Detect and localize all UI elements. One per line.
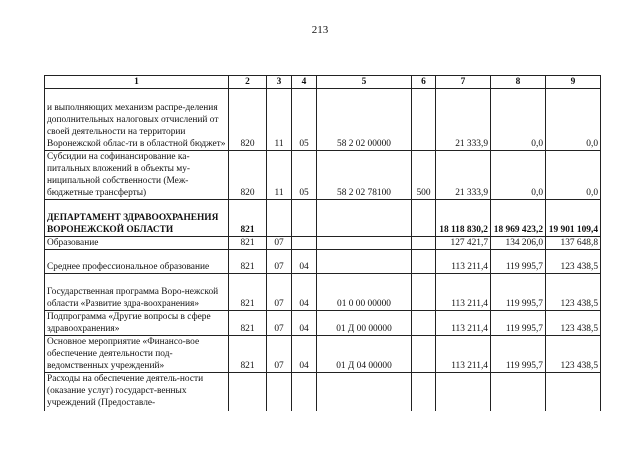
row-vr: [412, 200, 436, 237]
table-row: [45, 89, 601, 151]
table-row: [45, 250, 601, 274]
row-name: Образование: [45, 237, 229, 250]
row-year1: 113 211,4: [436, 336, 491, 373]
row-rz: 07: [267, 250, 292, 274]
row-gr: [229, 373, 267, 411]
row-csr: 58 2 02 78100: [317, 151, 412, 200]
budget-table: [44, 75, 601, 411]
row-csr: 01 Д 04 00000: [317, 336, 412, 373]
header-cell-gr: 2: [229, 76, 267, 89]
header-cell-csr: 5: [317, 76, 412, 89]
row-pr: [292, 373, 317, 411]
row-year2: 119 995,7: [491, 336, 546, 373]
row-year3: 123 438,5: [546, 274, 601, 311]
row-name: Среднее профессиональное образование: [45, 250, 229, 274]
row-year3: [546, 373, 601, 411]
row-year3: 137 648,8: [546, 237, 601, 250]
row-vr: [412, 274, 436, 311]
row-rz: [267, 373, 292, 411]
table-row: [45, 274, 601, 311]
row-year1: 127 421,7: [436, 237, 491, 250]
row-csr: 01 0 00 00000: [317, 274, 412, 311]
row-pr: 04: [292, 336, 317, 373]
row-rz: 07: [267, 311, 292, 336]
row-year3: 123 438,5: [546, 311, 601, 336]
row-name: Подпрограмма «Другие вопросы в сфере здравоохранения»: [45, 311, 229, 336]
row-rz: 07: [267, 237, 292, 250]
row-vr: [412, 336, 436, 373]
row-year1: 18 118 830,2: [436, 200, 491, 237]
header-cell-vr: 6: [412, 76, 436, 89]
row-year3: 0,0: [546, 89, 601, 151]
row-csr: 01 Д 00 00000: [317, 311, 412, 336]
row-year2: 18 969 423,2: [491, 200, 546, 237]
row-year2: 119 995,7: [491, 250, 546, 274]
row-vr: [412, 373, 436, 411]
row-pr: [292, 200, 317, 237]
row-pr: 04: [292, 274, 317, 311]
row-vr: [412, 89, 436, 151]
row-pr: 04: [292, 250, 317, 274]
row-year2: 0,0: [491, 89, 546, 151]
row-gr: 821: [229, 237, 267, 250]
row-gr: 820: [229, 151, 267, 200]
row-name: Расходы на обеспечение деятель-ности (оказание услуг) государст-венных учреждений (Предоставле-: [45, 373, 229, 411]
table-row: [45, 311, 601, 336]
row-rz: 07: [267, 336, 292, 373]
row-rz: 07: [267, 274, 292, 311]
header-row: [45, 76, 601, 89]
row-year3: 19 901 109,4: [546, 200, 601, 237]
row-year2: 119 995,7: [491, 311, 546, 336]
row-name: ДЕПАРТАМЕНТ ЗДРАВООХРАНЕНИЯ ВОРОНЕЖСКОЙ ОБЛАСТИ: [45, 200, 229, 237]
row-year1: 21 333,9: [436, 89, 491, 151]
row-year1: 113 211,4: [436, 311, 491, 336]
row-pr: [292, 237, 317, 250]
row-vr: 500: [412, 151, 436, 200]
table-row: [45, 151, 601, 200]
table-row: [45, 237, 601, 250]
header-cell-year3: 9: [546, 76, 601, 89]
row-rz: 11: [267, 151, 292, 200]
row-name: Основное мероприятие «Финансо-вое обеспечение деятельности под-ведомственных учреждений»: [45, 336, 229, 373]
row-gr: 820: [229, 89, 267, 151]
table-row: [45, 336, 601, 373]
header-cell-year2: 8: [491, 76, 546, 89]
page-number: 213: [311, 24, 329, 36]
row-year1: 113 211,4: [436, 274, 491, 311]
table-row: [45, 200, 601, 237]
row-gr: 821: [229, 336, 267, 373]
row-csr: [317, 250, 412, 274]
row-year1: [436, 373, 491, 411]
row-pr: 05: [292, 151, 317, 200]
row-gr: 821: [229, 311, 267, 336]
row-rz: 11: [267, 89, 292, 151]
row-year3: 0,0: [546, 151, 601, 200]
header-cell-rz: 3: [267, 76, 292, 89]
header-cell-pr: 4: [292, 76, 317, 89]
header-cell-year1: 7: [436, 76, 491, 89]
row-year1: 113 211,4: [436, 250, 491, 274]
row-pr: 05: [292, 89, 317, 151]
row-vr: [412, 237, 436, 250]
row-csr: 58 2 02 00000: [317, 89, 412, 151]
row-year3: 123 438,5: [546, 250, 601, 274]
row-name: и выполняющих механизм распре-деления дополнительных налоговых отчислений от своей деятельности на территории Воронежской облас-ти в областной бюджет»: [45, 89, 229, 151]
row-vr: [412, 311, 436, 336]
row-year2: 134 206,0: [491, 237, 546, 250]
row-csr: [317, 237, 412, 250]
row-gr: 821: [229, 274, 267, 311]
row-gr: 821: [229, 250, 267, 274]
row-gr: 821: [229, 200, 267, 237]
table-row: [45, 373, 601, 411]
row-pr: 04: [292, 311, 317, 336]
row-year3: 123 438,5: [546, 336, 601, 373]
header-cell-name: 1: [45, 76, 229, 89]
row-year2: 119 995,7: [491, 274, 546, 311]
row-name: Субсидии на софинансирование ка-питальных вложений в объекты му-ниципальной собственности (Меж-бюджетные трансферты): [45, 151, 229, 200]
row-year2: [491, 373, 546, 411]
row-vr: [412, 250, 436, 274]
row-year1: 21 333,9: [436, 151, 491, 200]
row-rz: [267, 200, 292, 237]
row-csr: [317, 200, 412, 237]
row-year2: 0,0: [491, 151, 546, 200]
row-csr: [317, 373, 412, 411]
row-name: Государственная программа Воро-нежской области «Развитие здра-воохранения»: [45, 274, 229, 311]
